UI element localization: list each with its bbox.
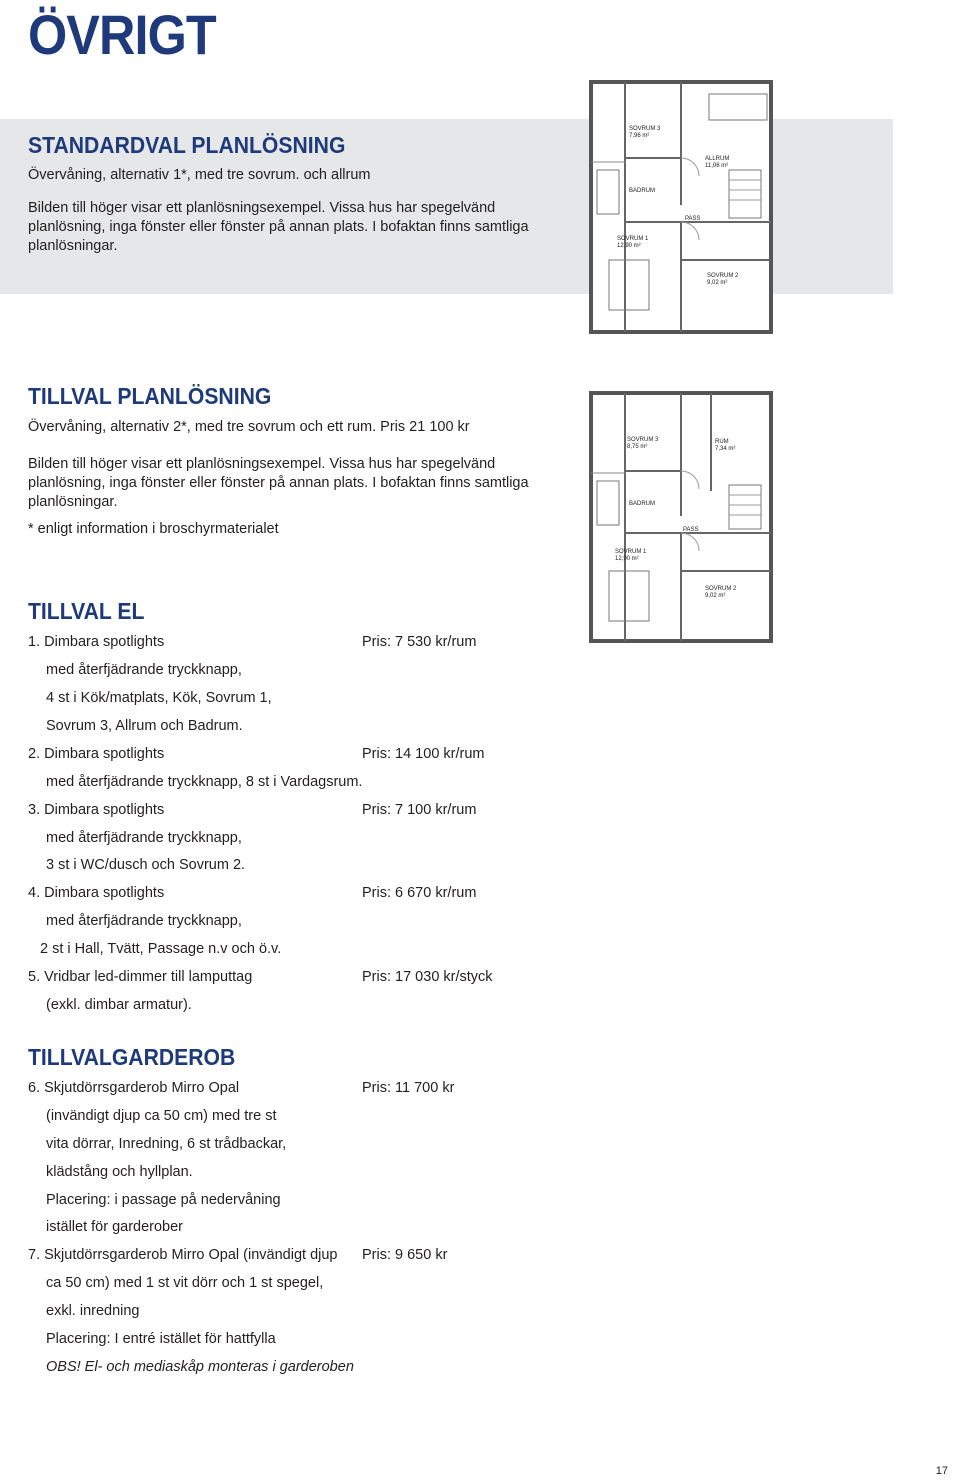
plan1-sovrum1-area: 12,90 m² [617,243,641,249]
el-item-2-title: 2. Dimbara spotlights [28,746,165,762]
garderob-item-6-line: Placering: i passage på nedervåning [46,1192,281,1208]
garderob-note: OBS! El- och mediaskåp monteras i garderoben [46,1359,354,1375]
standardval-subtitle: Övervåning, alternativ 1*, med tre sovrum. och allrum [28,167,371,183]
el-item-1-line: 4 st i Kök/matplats, Kök, Sovrum 1, [46,690,272,706]
el-item-3-price: Pris: 7 100 kr/rum [362,802,477,818]
garderob-item-6-line: (invändigt djup ca 50 cm) med tre st [46,1108,277,1124]
body-line: planlösning, inga fönster eller fönster på annan plats. I bofaktan finns samtliga [28,475,529,491]
plan2-sovrum2-label: SOVRUM 2 [705,586,737,592]
plan1-allrum-area: 11,06 m² [705,163,729,169]
el-item-5-price: Pris: 17 030 kr/styck [362,969,493,985]
floor-plan-alt1 [589,80,773,334]
garderob-item-7-price: Pris: 9 650 kr [362,1247,448,1263]
body-line: planlösning, inga fönster eller fönster på annan plats. I bofaktan finns samtliga [28,219,529,235]
tillval-plan-footnote: * enligt information i broschyrmaterialet [28,521,279,537]
garderob-item-7-title: 7. Skjutdörrsgarderob Mirro Opal (invändigt djup [28,1247,338,1263]
body-line: planlösningar. [28,494,118,510]
plan2-sovrum1-label: SOVRUM 1 [615,549,647,555]
standardval-body [28,199,529,256]
body-line: Bilden till höger visar ett planlösningsexempel. Vissa hus har spegelvänd [28,456,496,472]
plan2-sovrum3-area: 8,75 m² [627,444,648,450]
el-item-1-title: 1. Dimbara spotlights [28,634,165,650]
tillval-plan-heading: TILLVAL PLANLÖSNING [28,383,272,409]
el-item-5-title: 5. Vridbar led-dimmer till lamputtag [28,969,253,985]
body-line: planlösningar. [28,238,118,254]
plan2-sovrum1-area: 12,90 m² [615,556,639,562]
plan2-rum-label: RUM [715,439,729,445]
page-number: 17 [935,1465,948,1477]
floor-plan-alt1-drawing [589,80,773,334]
el-item-4-price: Pris: 6 670 kr/rum [362,885,477,901]
el-item-4-line: med återfjädrande tryckknapp, [46,913,242,929]
plan2-badrum-label: BADRUM [629,501,656,507]
plan1-sovrum2-label: SOVRUM 2 [707,273,739,279]
tillval-el-heading: TILLVAL EL [28,598,145,624]
el-item-1-price: Pris: 7 530 kr/rum [362,634,477,650]
garderob-item-7-line: Placering: I entré istället för hattfylla [46,1331,276,1347]
plan2-sovrum3-label: SOVRUM 3 [627,437,659,443]
plan2-rum-area: 7,34 m² [715,446,736,452]
el-item-4-line: 2 st i Hall, Tvätt, Passage n.v och ö.v. [40,941,282,957]
el-item-2-line: med återfjädrande tryckknapp, 8 st i Vardagsrum. [46,774,363,790]
el-item-3-line: 3 st i WC/dusch och Sovrum 2. [46,857,246,873]
garderob-item-6-line: vita dörrar, Inredning, 6 st trådbackar, [46,1136,287,1152]
page-title: ÖVRIGT [28,3,216,66]
garderob-item-7-line: exkl. inredning [46,1303,140,1319]
floor-plan-alt2-drawing [589,391,773,643]
el-item-3-line: med återfjädrande tryckknapp, [46,830,242,846]
el-item-1-line: med återfjädrande tryckknapp, [46,662,242,678]
tillval-plan-subtitle: Övervåning, alternativ 2*, med tre sovrum och ett rum. Pris 21 100 kr [28,419,470,435]
garderob-item-6-line: klädstång och hyllplan. [46,1164,193,1180]
garderob-item-6-price: Pris: 11 700 kr [362,1080,455,1096]
plan1-sovrum3-area: 7,96 m² [629,133,650,139]
standardval-heading: STANDARDVAL PLANLÖSNING [28,132,346,158]
garderob-item-6-title: 6. Skjutdörrsgarderob Mirro Opal [28,1080,240,1096]
garderob-heading: TILLVALGARDEROB [28,1044,236,1070]
el-item-5-line: (exkl. dimbar armatur). [46,997,192,1013]
plan1-pass-label: PASS [685,216,701,222]
body-line: Bilden till höger visar ett planlösningsexempel. Vissa hus har spegelvänd [28,200,496,216]
plan2-pass-label: PASS [683,527,699,533]
floor-plan-alt2 [589,391,773,643]
plan1-allrum-label: ALLRUM [705,156,730,162]
garderob-item-7-line: ca 50 cm) med 1 st vit dörr och 1 st spegel, [46,1275,324,1291]
plan1-sovrum2-area: 9,02 m² [707,280,728,286]
el-item-2-price: Pris: 14 100 kr/rum [362,746,485,762]
garderob-item-6-line: istället för garderober [46,1219,184,1235]
plan1-sovrum1-label: SOVRUM 1 [617,236,649,242]
tillval-plan-body [28,455,529,512]
el-item-3-title: 3. Dimbara spotlights [28,802,165,818]
plan1-badrum-label: BADRUM [629,188,656,194]
plan1-sovrum3-label: SOVRUM 3 [629,126,661,132]
el-item-4-title: 4. Dimbara spotlights [28,885,165,901]
el-item-1-line: Sovrum 3, Allrum och Badrum. [46,718,243,734]
plan2-sovrum2-area: 9,02 m² [705,593,726,599]
